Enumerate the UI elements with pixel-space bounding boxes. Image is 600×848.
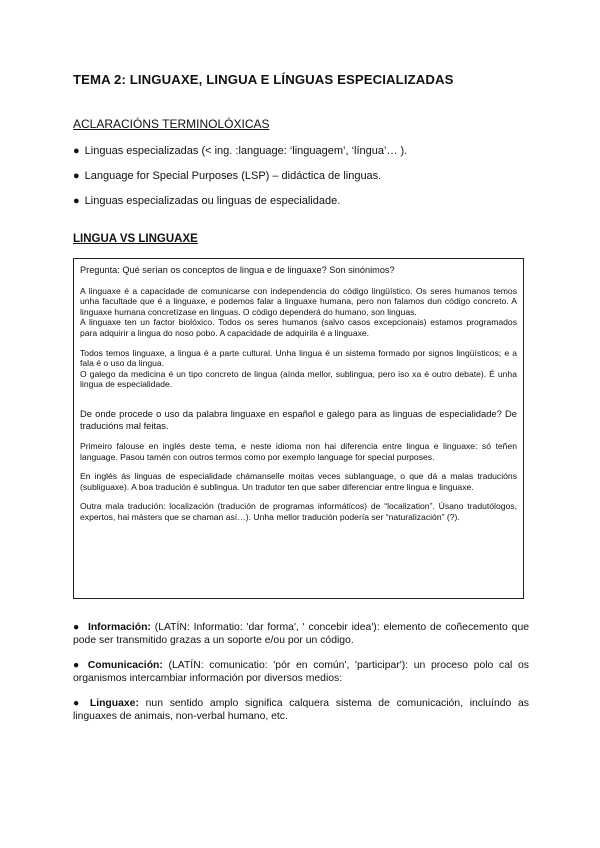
definition-item bbox=[73, 659, 529, 685]
section-heading: LINGUA VS LINGUAXE bbox=[73, 233, 198, 245]
definition-item bbox=[73, 697, 529, 723]
box-paragraph: A linguaxe é a capacidade de comunicarse con independencia do código lingüístico. Os seres humanos temos unha facultade que é a linguaxe, e podemos falar a linguaxe humana, pero non falamos dun código concreto. A linguaxe humana concretízase en linguas. O código dependerá do humano, son linguas. bbox=[80, 285, 517, 317]
definition-text: (LATÍN: Informatio: 'dar forma', ' concebir idea'): elemento de coñecemento que pode ser transmitido grazas a un soporte e/ou por un código. bbox=[73, 622, 530, 646]
box-paragraph: A linguaxe ten un factor biolóxico. Todos os seres humanos (salvo casos excepcionais) estamos programados para adquirir a lingua do noso pobo. A capacidade de adquirila é a linguaxe. bbox=[80, 317, 517, 338]
bullet-item bbox=[73, 144, 533, 169]
bullet-list bbox=[73, 144, 533, 219]
bullet-text: Linguas especializadas (< ing. :language: ‘linguagem’, ‘língua’… ). bbox=[84, 145, 408, 157]
bullet-item bbox=[73, 169, 533, 194]
bullet-icon: ● bbox=[73, 698, 84, 709]
box-paragraph: Outra mala tradución: localización (tradución de programas informáticos) de “localization”. Úsano tradutólogos, expertos, hai másters que se chaman así…). Unha mellor tradución podería ser “naturalización” (?). bbox=[80, 501, 517, 522]
question-box bbox=[73, 258, 524, 599]
box-question: Pregunta: Qué serían os conceptos de lingua e de linguaxe? Son sinónimos? bbox=[80, 265, 395, 275]
box-paragraph: De onde procede o uso da palabra linguaxe en español e galego para as linguas de especialidade? De traducións mal feitas. bbox=[80, 407, 517, 431]
bullet-icon: ● bbox=[73, 170, 80, 182]
definitions-list bbox=[73, 621, 529, 735]
definition-text: (LATÍN: comunicatio: 'pór en común', 'participar'): un proceso polo cal os organismos intercambiar información por diversos medios: bbox=[73, 660, 529, 684]
bullet-icon: ● bbox=[73, 195, 80, 207]
box-paragraph: Todos temos linguaxe, a lingua é a parte cultural. Unha lingua é un sistema formado por signos lingüísticos; e a fala é o uso da lingua. bbox=[80, 347, 517, 369]
definition-term: Comunicación: bbox=[87, 660, 163, 671]
definition-term: Linguaxe: bbox=[89, 698, 139, 709]
bullet-icon: ● bbox=[73, 660, 83, 671]
box-paragraph: En inglés ás linguas de especialidade chámanselle moitas veces sublanguage, o que dá a malas traducións (subliguaxe). A boa tradución é sublingua. Un tradutor ten que saber diferenciar entre lingua e linguaxe. bbox=[80, 471, 517, 492]
subheading: ACLARACIÓNS TERMINOLÓXICAS bbox=[73, 117, 270, 131]
definition-item bbox=[73, 621, 529, 647]
bullet-item bbox=[73, 194, 533, 219]
bullet-text: Language for Special Purposes (LSP) – didáctica de linguas. bbox=[84, 170, 382, 182]
bullet-text: Linguas especializadas ou linguas de especialidade. bbox=[84, 195, 341, 207]
definition-text: nun sentido amplo significa calquera sistema de comunicación, incluíndo as linguaxes de animais, non-verbal humano, etc. bbox=[73, 698, 530, 722]
box-paragraph: Primeiro falouse en inglés deste tema, e neste idioma non hai diferencia entre lingua e linguaxe: só teñen language. Pasou tamén con outros termos como por exemplo language for special purposes. bbox=[80, 440, 517, 462]
page-title: TEMA 2: LINGUAXE, LINGUA E LÍNGUAS ESPECIALIZADAS bbox=[73, 72, 454, 87]
bullet-icon: ● bbox=[73, 622, 81, 633]
bullet-icon: ● bbox=[73, 145, 80, 157]
box-paragraph: O galego da medicina é un tipo concreto de lingua (aínda mellor, sublingua, pero iso xa é outro debate). É unha lingua de especialidade. bbox=[80, 368, 517, 390]
definition-term: Información: bbox=[87, 622, 151, 633]
